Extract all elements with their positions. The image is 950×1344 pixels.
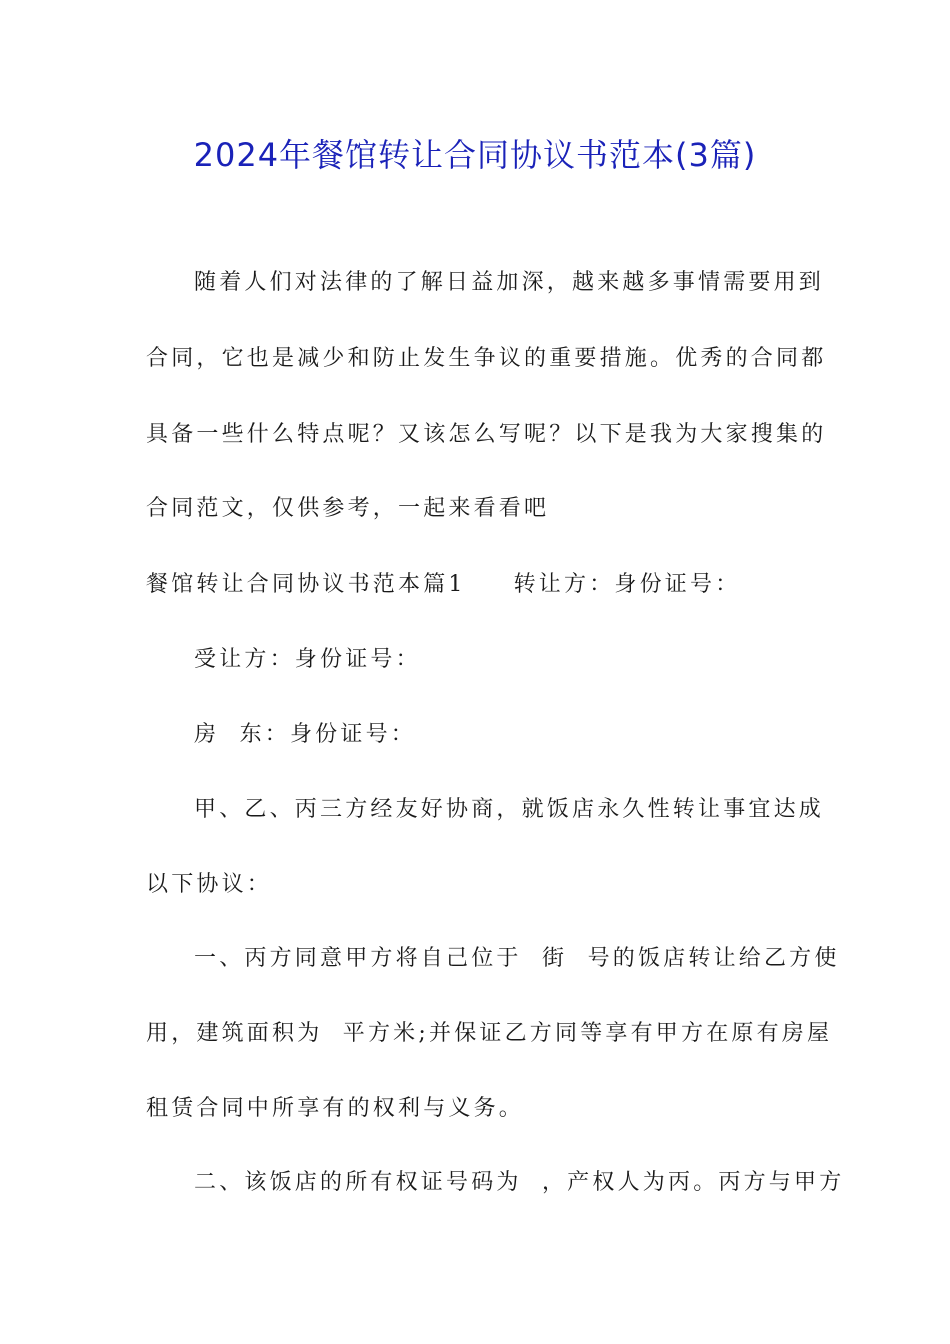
- clause1-line-3: 租赁合同中所享有的权利与义务。: [146, 1096, 525, 1121]
- transferee-label: 受让方：身份证号：: [194, 647, 421, 672]
- intro-line-1: 随着人们对法律的了解日益加深，越来越多事情需要用到: [194, 270, 825, 295]
- agreement-line-2: 以下协议：: [146, 872, 273, 897]
- intro-line-4: 合同范文，仅供参考，一起来看看吧: [146, 496, 550, 521]
- clause2-line-1: 二、该饭店的所有权证号码为 ，产权人为丙。丙方与甲方: [194, 1170, 845, 1195]
- intro-line-3: 具备一些什么特点呢？又该怎么写呢？以下是我为大家搜集的: [146, 422, 827, 447]
- landlord-label: 房 东：身份证号：: [194, 722, 416, 747]
- section-heading: 餐馆转让合同协议书范本篇1: [146, 572, 466, 597]
- transferor-label: 转让方：身份证号：: [513, 572, 741, 597]
- document-title: 2024年餐馆转让合同协议书范本(3篇): [193, 136, 757, 174]
- clause1-line-2: 用，建筑面积为 平方米;并保证乙方同等享有甲方在原有房屋: [146, 1021, 833, 1046]
- intro-line-2: 合同，它也是减少和防止发生争议的重要措施。优秀的合同都: [146, 346, 827, 371]
- section-heading-row: [146, 570, 806, 600]
- clause1-line-1: 一、丙方同意甲方将自己位于 街 号的饭店转让给乙方使: [194, 946, 840, 971]
- agreement-line-1: 甲、乙、丙三方经友好协商，就饭店永久性转让事宜达成: [194, 797, 825, 822]
